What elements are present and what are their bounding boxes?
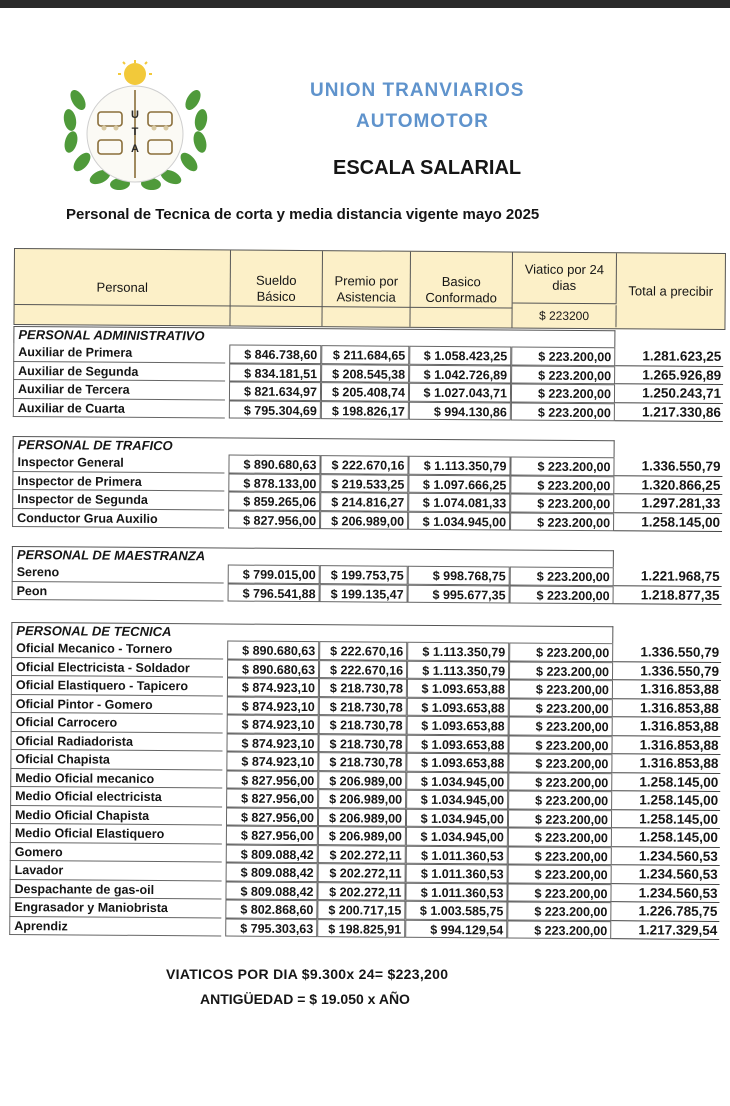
cell-total: 1.297.281,33: [614, 494, 722, 513]
cell-viatico: $ 223.200,00: [511, 346, 615, 365]
table-row: [12, 508, 724, 531]
cell-premio: $ 222.670,16: [319, 641, 407, 660]
cell-basico: $ 1.034.945,00: [406, 790, 508, 809]
section: [13, 326, 726, 422]
row-name: Oficial Pintor - Gomero: [11, 694, 223, 714]
org-name-line1: UNION TRANVIARIOS: [310, 80, 525, 101]
cell-premio: $ 200.717,15: [317, 900, 405, 919]
row-name: Sereno: [12, 563, 224, 583]
sun-icon: [118, 60, 152, 85]
cell-premio: $ 206.989,00: [318, 771, 406, 790]
row-name: Oficial Elastiquero - Tapicero: [11, 676, 223, 696]
cell-premio: $ 218.730,78: [318, 734, 406, 753]
document-title: ESCALA SALARIAL: [333, 157, 522, 179]
section-title: PERSONAL DE TECNICA: [11, 622, 613, 643]
row-name: Oficial Mecanico - Tornero: [11, 639, 223, 659]
cell-viatico: $ 223.200,00: [510, 585, 614, 604]
cell-basico: $ 994.129,54: [405, 919, 507, 938]
row-name: Conductor Grua Auxilio: [12, 508, 224, 528]
cell-viatico: $ 223.200,00: [509, 698, 613, 717]
cell-premio: $ 219.533,25: [320, 474, 408, 493]
cell-viatico: $ 223.200,00: [510, 566, 614, 585]
cell-total: 1.320.866,25: [614, 476, 722, 495]
cell-premio: $ 211.684,65: [321, 345, 409, 364]
row-name: Gomero: [10, 842, 222, 862]
cell-sueldo: $ 846.738,60: [229, 345, 321, 364]
header-basico: Basico Conformado: [410, 252, 513, 328]
cell-premio: $ 214.816,27: [320, 492, 408, 511]
cell-total: 1.281.623,25: [615, 347, 723, 366]
antiguedad-note: ANTIGÜEDAD = $ 19.050 x AÑO: [200, 991, 410, 1007]
row-name: Aprendiz: [9, 916, 221, 936]
cell-total: 1.316.853,88: [613, 699, 721, 718]
header-sueldo: Sueldo Básico: [230, 251, 323, 327]
section-title: PERSONAL DE MAESTRANZA: [12, 546, 614, 567]
cell-sueldo: $ 874.923,10: [226, 751, 318, 770]
cell-premio: $ 218.730,78: [318, 752, 406, 771]
table-row: [12, 581, 724, 604]
cell-sueldo: $ 809.088,42: [226, 844, 318, 863]
cell-sueldo: $ 890.680,63: [227, 659, 319, 678]
cell-viatico: $ 223.200,00: [508, 864, 612, 883]
section: [9, 622, 723, 940]
logo-letters: U T A: [131, 109, 139, 155]
cell-total: 1.258.145,00: [612, 773, 720, 792]
cell-basico: $ 994.130,86: [409, 401, 511, 420]
row-name: Inspector de Segunda: [12, 490, 224, 510]
cell-viatico: $ 223.200,00: [511, 383, 615, 402]
cell-total: 1.217.329,54: [611, 921, 719, 940]
cell-total: 1.336.550,79: [613, 643, 721, 662]
cell-sueldo: $ 795.304,69: [229, 400, 321, 419]
section-title: PERSONAL ADMINISTRATIVO: [13, 326, 615, 347]
cell-sueldo: $ 874.923,10: [227, 677, 319, 696]
row-name: Oficial Radiadorista: [10, 731, 222, 751]
cell-premio: $ 202.272,11: [318, 863, 406, 882]
cell-total: 1.265.926,89: [615, 366, 723, 385]
cell-sueldo: $ 874.923,10: [226, 733, 318, 752]
cell-basico: $ 1.034.945,00: [406, 771, 508, 790]
row-name: Peon: [12, 581, 224, 601]
cell-sueldo: $ 859.265,06: [228, 492, 320, 511]
document-subtitle: Personal de Tecnica de corta y media distancia vigente mayo 2025: [66, 206, 540, 223]
cell-sueldo: $ 802.868,60: [225, 899, 317, 918]
cell-basico: $ 1.093.653,88: [406, 734, 508, 753]
cell-total: 1.316.853,88: [613, 680, 721, 699]
row-name: Auxiliar de Cuarta: [13, 398, 225, 418]
cell-basico: $ 1.097.666,25: [408, 474, 510, 493]
cell-viatico: $ 223.200,00: [509, 716, 613, 735]
cell-total: 1.258.145,00: [614, 513, 722, 532]
cell-basico: $ 1.113.350,79: [407, 642, 509, 661]
cell-sueldo: $ 809.088,42: [226, 862, 318, 881]
cell-basico: $ 1.093.653,88: [407, 716, 509, 735]
cell-sueldo: $ 890.680,63: [228, 455, 320, 474]
cell-viatico: $ 223.200,00: [508, 772, 612, 791]
cell-viatico: $ 223.200,00: [510, 512, 614, 531]
cell-basico: $ 1.042.726,89: [409, 364, 511, 383]
cell-premio: $ 199.753,75: [320, 565, 408, 584]
cell-viatico: $ 223.200,00: [508, 827, 612, 846]
row-name: Medio Oficial mecanico: [10, 768, 222, 788]
cell-sueldo: $ 878.133,00: [228, 473, 320, 492]
cell-viatico: $ 223.200,00: [510, 456, 614, 475]
cell-total: 1.234.560,53: [611, 884, 719, 903]
cell-total: 1.316.853,88: [612, 736, 720, 755]
cell-premio: $ 199.135,47: [320, 584, 408, 603]
cell-sueldo: $ 821.634,97: [229, 382, 321, 401]
table-header: [13, 248, 726, 330]
row-name: Oficial Carrocero: [11, 713, 223, 733]
row-name: Engrasador y Maniobrista: [9, 898, 221, 918]
header-viatico: Viatico por 24 dias: [513, 252, 617, 303]
cell-basico: $ 1.093.653,88: [407, 697, 509, 716]
cell-viatico: $ 223.200,00: [508, 790, 612, 809]
section: [12, 436, 725, 532]
cell-viatico: $ 223.200,00: [507, 920, 611, 939]
cell-sueldo: $ 827.956,00: [226, 770, 318, 789]
salary-table: [9, 248, 726, 973]
cell-premio: $ 208.545,38: [321, 364, 409, 383]
cell-sueldo: $ 834.181,51: [229, 363, 321, 382]
cell-viatico: $ 223.200,00: [509, 679, 613, 698]
cell-sueldo: $ 874.923,10: [227, 696, 319, 715]
cell-basico: $ 1.113.350,79: [407, 660, 509, 679]
header-premio: Premio por Asistencia: [322, 251, 411, 327]
cell-viatico: $ 223.200,00: [509, 642, 613, 661]
row-name: Medio Oficial Chapista: [10, 805, 222, 825]
cell-premio: $ 222.670,16: [319, 660, 407, 679]
cell-premio: $ 218.730,78: [319, 715, 407, 734]
row-name: Oficial Electricista - Soldador: [11, 657, 223, 677]
cell-total: 1.258.145,00: [612, 810, 720, 829]
cell-total: 1.234.560,53: [612, 865, 720, 884]
cell-total: 1.234.560,53: [612, 847, 720, 866]
cell-premio: $ 198.825,91: [317, 919, 405, 938]
cell-sueldo: $ 799.015,00: [228, 565, 320, 584]
cell-premio: $ 218.730,78: [319, 697, 407, 716]
cell-sueldo: $ 890.680,63: [227, 640, 319, 659]
row-name: Auxiliar de Segunda: [13, 361, 225, 381]
row-name: Inspector General: [12, 453, 224, 473]
org-name-line2: AUTOMOTOR: [356, 111, 489, 132]
row-name: Auxiliar de Primera: [13, 343, 225, 363]
cell-sueldo: $ 827.956,00: [226, 807, 318, 826]
cell-premio: $ 222.670,16: [320, 455, 408, 474]
cell-viatico: $ 223.200,00: [507, 901, 611, 920]
cell-basico: $ 1.003.585,75: [405, 901, 507, 920]
section: [12, 546, 724, 605]
cell-basico: $ 1.058.423,25: [409, 346, 511, 365]
row-name: Oficial Chapista: [10, 750, 222, 770]
cell-total: 1.226.785,75: [611, 902, 719, 921]
cell-basico: $ 1.113.350,79: [408, 456, 510, 475]
cell-premio: $ 198.826,17: [321, 401, 409, 420]
cell-basico: $ 1.093.653,88: [406, 753, 508, 772]
cell-viatico: $ 223.200,00: [508, 809, 612, 828]
cell-viatico: $ 223.200,00: [511, 365, 615, 384]
cell-premio: $ 202.272,11: [317, 882, 405, 901]
cell-basico: $ 998.768,75: [408, 566, 510, 585]
cell-viatico: $ 223.200,00: [508, 846, 612, 865]
cell-basico: $ 1.011.360,53: [406, 845, 508, 864]
table-row: [13, 398, 725, 421]
row-name: Inspector de Primera: [12, 471, 224, 491]
cell-viatico: $ 223.200,00: [510, 493, 614, 512]
cell-total: 1.336.550,79: [614, 457, 722, 476]
cell-basico: $ 1.011.360,53: [405, 882, 507, 901]
cell-viatico: $ 223.200,00: [508, 753, 612, 772]
cell-total: 1.218.877,35: [614, 586, 722, 605]
uta-logo: [58, 60, 213, 195]
header-personal: Personal: [14, 249, 231, 326]
row-name: Lavador: [10, 861, 222, 881]
cell-viatico: $ 223.200,00: [507, 883, 611, 902]
cell-basico: $ 1.093.653,88: [407, 679, 509, 698]
cell-sueldo: $ 827.956,00: [228, 510, 320, 529]
row-name: Despachante de gas-oil: [9, 879, 221, 899]
table-row: [9, 916, 721, 939]
cell-basico: $ 995.677,35: [408, 584, 510, 603]
cell-viatico: $ 223.200,00: [510, 475, 614, 494]
cell-sueldo: $ 874.923,10: [227, 714, 319, 733]
cell-total: 1.250.243,71: [615, 384, 723, 403]
cell-total: 1.258.145,00: [612, 791, 720, 810]
cell-total: 1.217.330,86: [615, 403, 723, 422]
cell-total: 1.221.968,75: [614, 567, 722, 586]
cell-basico: $ 1.034.945,00: [406, 827, 508, 846]
cell-total: 1.316.853,88: [612, 754, 720, 773]
viaticos-note: VIATICOS POR DIA $9.300x 24= $223,200: [166, 966, 449, 982]
cell-viatico: $ 223.200,00: [508, 735, 612, 754]
cell-basico: $ 1.034.945,00: [408, 511, 510, 530]
top-edge: [0, 0, 730, 8]
row-name: Auxiliar de Tercera: [13, 380, 225, 400]
cell-sueldo: $ 796.541,88: [228, 583, 320, 602]
cell-basico: $ 1.011.360,53: [406, 864, 508, 883]
cell-basico: $ 1.027.043,71: [409, 383, 511, 402]
cell-viatico: $ 223.200,00: [511, 402, 615, 421]
cell-sueldo: $ 809.088,42: [225, 881, 317, 900]
section-title: PERSONAL DE TRAFICO: [13, 436, 615, 457]
cell-sueldo: $ 827.956,00: [226, 788, 318, 807]
cell-premio: $ 206.989,00: [320, 511, 408, 530]
cell-premio: $ 202.272,11: [318, 845, 406, 864]
cell-viatico: $ 223.200,00: [509, 661, 613, 680]
header-total: Total a precibir: [628, 282, 714, 299]
cell-premio: $ 205.408,74: [321, 382, 409, 401]
cell-total: 1.258.145,00: [612, 828, 720, 847]
cell-total: 1.316.853,88: [613, 717, 721, 736]
cell-sueldo: $ 827.956,00: [226, 825, 318, 844]
row-name: Medio Oficial Elastiquero: [10, 824, 222, 844]
cell-sueldo: $ 795.303,63: [225, 918, 317, 937]
cell-basico: $ 1.034.945,00: [406, 808, 508, 827]
cell-premio: $ 206.989,00: [318, 826, 406, 845]
row-name: Medio Oficial electricista: [10, 787, 222, 807]
cell-basico: $ 1.074.081,33: [408, 493, 510, 512]
cell-premio: $ 206.989,00: [318, 808, 406, 827]
cell-premio: $ 218.730,78: [319, 678, 407, 697]
header-viatico-sub: $ 223200: [512, 304, 616, 327]
cell-premio: $ 206.989,00: [318, 789, 406, 808]
cell-total: 1.336.550,79: [613, 662, 721, 681]
